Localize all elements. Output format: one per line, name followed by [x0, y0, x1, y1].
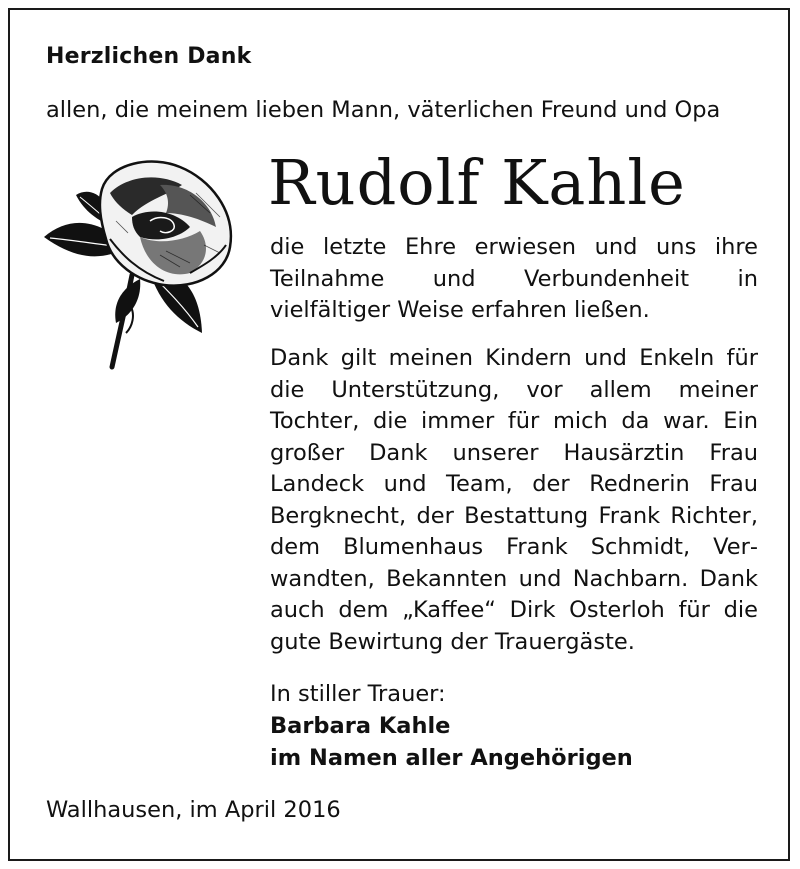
rose-icon [40, 155, 245, 370]
thanks-paragraph: die letzte Ehre erwiesen und uns ihre Teilnahme und Verbundenheit in vielfältiger Weise erfahren ließen. [270, 234, 758, 323]
closing-line: In stiller Trauer: [270, 681, 446, 707]
notice-intro: allen, die meinem lieben Mann, väterlichen Freund und Opa [46, 97, 721, 123]
notice-heading: Herzlichen Dank [46, 44, 252, 69]
place-date: Wallhausen, im April 2016 [46, 797, 341, 823]
signer-name: Barbara Kahle [270, 713, 451, 739]
acknowledgements-paragraph: Dank gilt meinen Kindern und Enkeln für die Unterstützung, vor allem meiner Tochter, die immer für mich da war. Ein großer Dank unserer Hausärztin Frau Landeck und Team, der Rednerin Frau Bergknecht, der Bestattung Frank Richter, dem Blumenhaus Frank Schmidt, Verwandten, Bekannten und Nachbarn. Dank auch dem „Kaffee“ Dirk Osterloh für die gute Bewirtung der Trauergäste. [270, 345, 758, 655]
deceased-name: Rudolf Kahle [268, 146, 686, 219]
signature-block [270, 678, 633, 774]
signer-note: im Namen aller Angehörigen [270, 745, 633, 771]
